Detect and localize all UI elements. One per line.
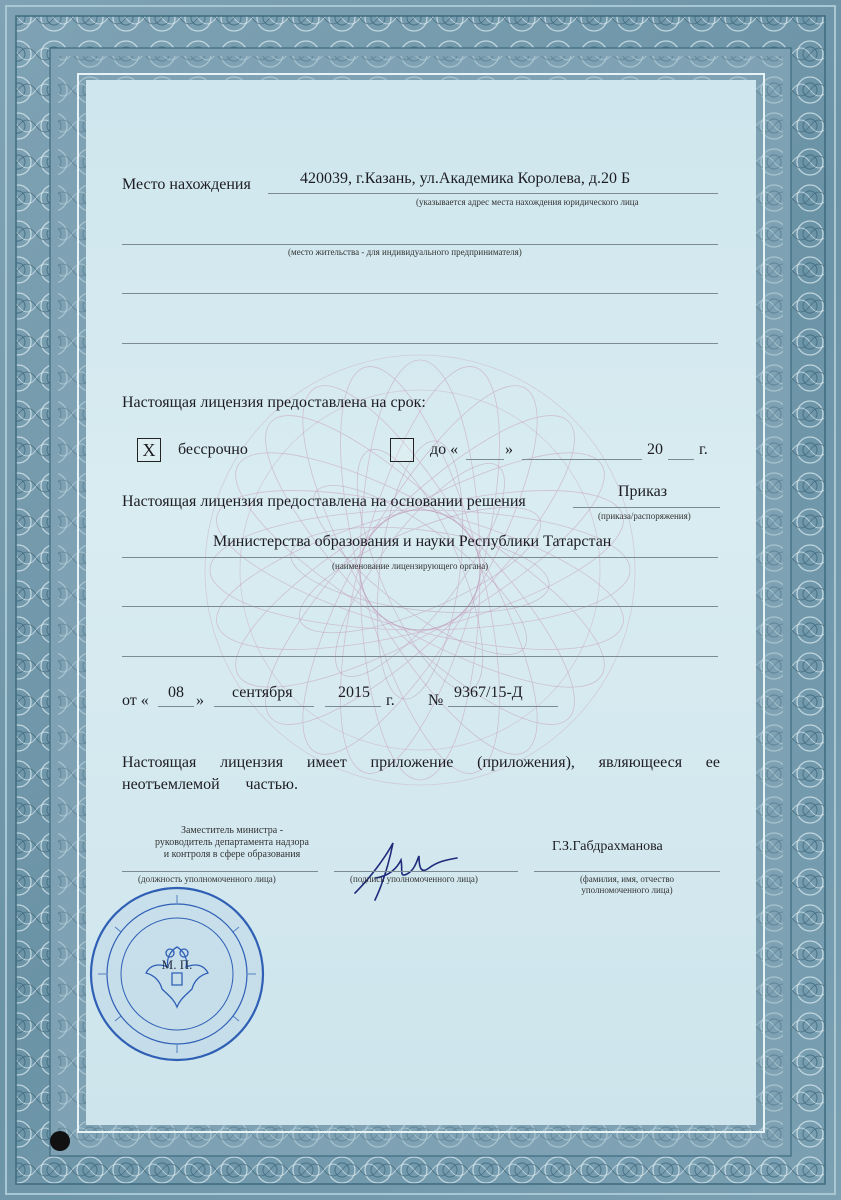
handwritten-signature: [345, 838, 465, 908]
basis-doc-type: Приказ: [618, 483, 668, 500]
unlimited-label: бессрочно: [178, 441, 248, 458]
unlimited-checkbox: X: [137, 438, 161, 462]
until-checkbox: [390, 438, 414, 462]
until-year-line: [668, 459, 694, 460]
signatory-name: Г.З.Габдрахманова: [552, 839, 663, 854]
basis-authority: Министерства образования и науки Республики Татарстан: [213, 533, 612, 550]
name-hint-line2: уполномоченного лица): [581, 885, 673, 895]
punch-hole: [50, 1131, 70, 1151]
basis-authority-hint: (наименование лицензирующего органа): [332, 561, 489, 571]
decision-number: 9367/15-Д: [454, 684, 523, 701]
position-line1: Заместитель министра -: [180, 825, 284, 836]
decision-number-sign: №: [428, 692, 444, 709]
decision-year-suffix: г.: [386, 692, 395, 709]
position-line2: руководитель департамента надзора: [155, 837, 309, 848]
location-value: 420039, г.Казань, ул.Академика Королева, д.20 Б: [300, 170, 631, 187]
basis-label: Настоящая лицензия предоставлена на основании решения: [122, 493, 526, 510]
term-label: Настоящая лицензия предоставлена на срок:: [122, 394, 426, 411]
location-line: [268, 193, 718, 194]
name-line: [534, 871, 720, 872]
location-line-2: [122, 244, 718, 245]
name-hint-line1: (фамилия, имя, отчество: [579, 874, 675, 884]
stamp-place-label: М. П.: [161, 957, 193, 972]
decision-from: от «: [122, 692, 149, 709]
appendix-text-line2: неотъемлемой частью.: [122, 776, 298, 793]
decision-month: сентября: [232, 684, 293, 701]
location-line-4: [122, 343, 718, 344]
position-line: [122, 871, 318, 872]
basis-doc-line: [573, 507, 720, 508]
location-hint-individual: (место жительства - для индивидуального предпринимателя): [288, 247, 522, 257]
official-seal: [88, 885, 266, 1063]
signature-hint: (подпись уполномоченного лица): [350, 874, 478, 884]
until-year: 20: [647, 441, 663, 458]
location-label: Место нахождения: [122, 176, 251, 193]
location-line-3: [122, 293, 718, 294]
until-day-line: [466, 459, 504, 460]
location-hint-legal: (указывается адрес места нахождения юридического лица: [416, 197, 639, 207]
until-mid: »: [505, 441, 513, 458]
appendix-text-line1: Настоящая лицензия имеет приложение (приложения), являющееся ее: [122, 754, 720, 771]
decision-day: 08: [168, 684, 184, 701]
until-year-suffix: г.: [699, 441, 708, 458]
decision-number-line: [448, 706, 558, 707]
basis-line-3: [122, 656, 718, 657]
decision-day-line: [158, 706, 194, 707]
decision-month-line: [214, 706, 314, 707]
basis-authority-line: [122, 557, 718, 558]
until-prefix: до «: [430, 441, 459, 458]
decision-year-line: [325, 706, 381, 707]
signature-line: [334, 871, 518, 872]
until-month-line: [522, 459, 642, 460]
decision-quote: »: [196, 692, 204, 709]
decision-year: 2015: [338, 684, 370, 701]
position-hint: (должность уполномоченного лица): [138, 874, 276, 884]
basis-line-2: [122, 606, 718, 607]
position-line3: и контроля в сфере образования: [163, 849, 301, 860]
basis-doc-hint: (приказа/распоряжения): [598, 511, 691, 521]
